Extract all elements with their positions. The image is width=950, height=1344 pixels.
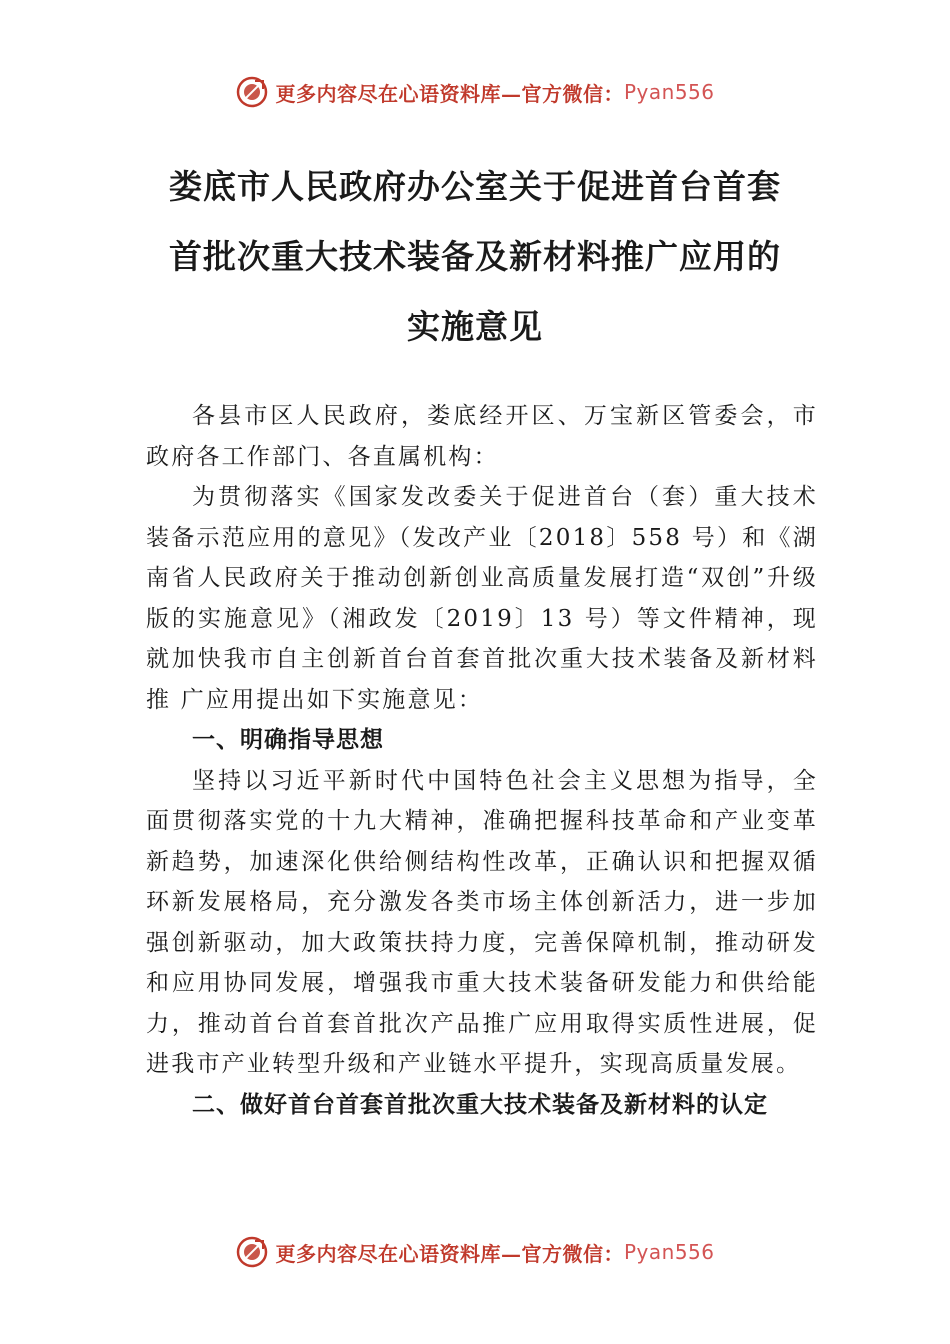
logo-icon (235, 1235, 269, 1269)
title-line-3: 实施意见 (407, 307, 543, 346)
intro-paragraph: 为贯彻落实《国家发改委关于促进首台（套）重大技术装备示范应用的意见》（发改产业〔2018〕558 号）和《湖南省人民政府关于推动创新创业高质量发展打造“双创”升级版的实施意见》（湘政发〔2019〕13 号）等文件精神，现就加快我市自主创新首台首套首批次重大技术装备及新材料推 广应用提出如下实施意见： (146, 484, 818, 713)
watermark-id: Pyan556 (623, 1240, 715, 1264)
title-line-1: 娄底市人民政府办公室关于促进首台首套 (169, 167, 781, 206)
salutation-paragraph: 各县市区人民政府，娄底经开区、万宝新区管委会，市政府各工作部门、各直属机构： (146, 403, 818, 470)
footer-watermark (0, 1234, 950, 1270)
document-body (146, 396, 818, 1125)
section-1-heading: 一、明确指导思想 (192, 727, 384, 753)
watermark-id: Pyan556 (623, 80, 715, 104)
logo-icon (235, 75, 269, 109)
section-1-paragraph: 坚持以习近平新时代中国特色社会主义思想为指导，全面贯彻落实党的十九大精神，准确把握科技革命和产业变革新趋势，加速深化供给侧结构性改革，正确认识和把握双循环新发展格局，充分激发各类市场主体创新活力，进一步加强创新驱动，加大政策扶持力度，完善保障机制，推动研发和应用协同发展，增强我市重大技术装备研发能力和供给能力，推动首台首套首批次产品推广应用取得实质性进展，促进我市产业转型升级和产业链水平提升，实现高质量发展。 (146, 767, 818, 1077)
watermark-prefix: 更多内容尽在心语资料库—官方微信： (275, 1241, 624, 1266)
document-title (120, 152, 830, 362)
header-watermark (0, 74, 950, 110)
section-2-heading: 二、做好首台首套首批次重大技术装备及新材料的认定 (192, 1091, 768, 1118)
watermark-prefix: 更多内容尽在心语资料库—官方微信： (275, 81, 624, 106)
title-line-2: 首批次重大技术装备及新材料推广应用的 (169, 237, 781, 276)
